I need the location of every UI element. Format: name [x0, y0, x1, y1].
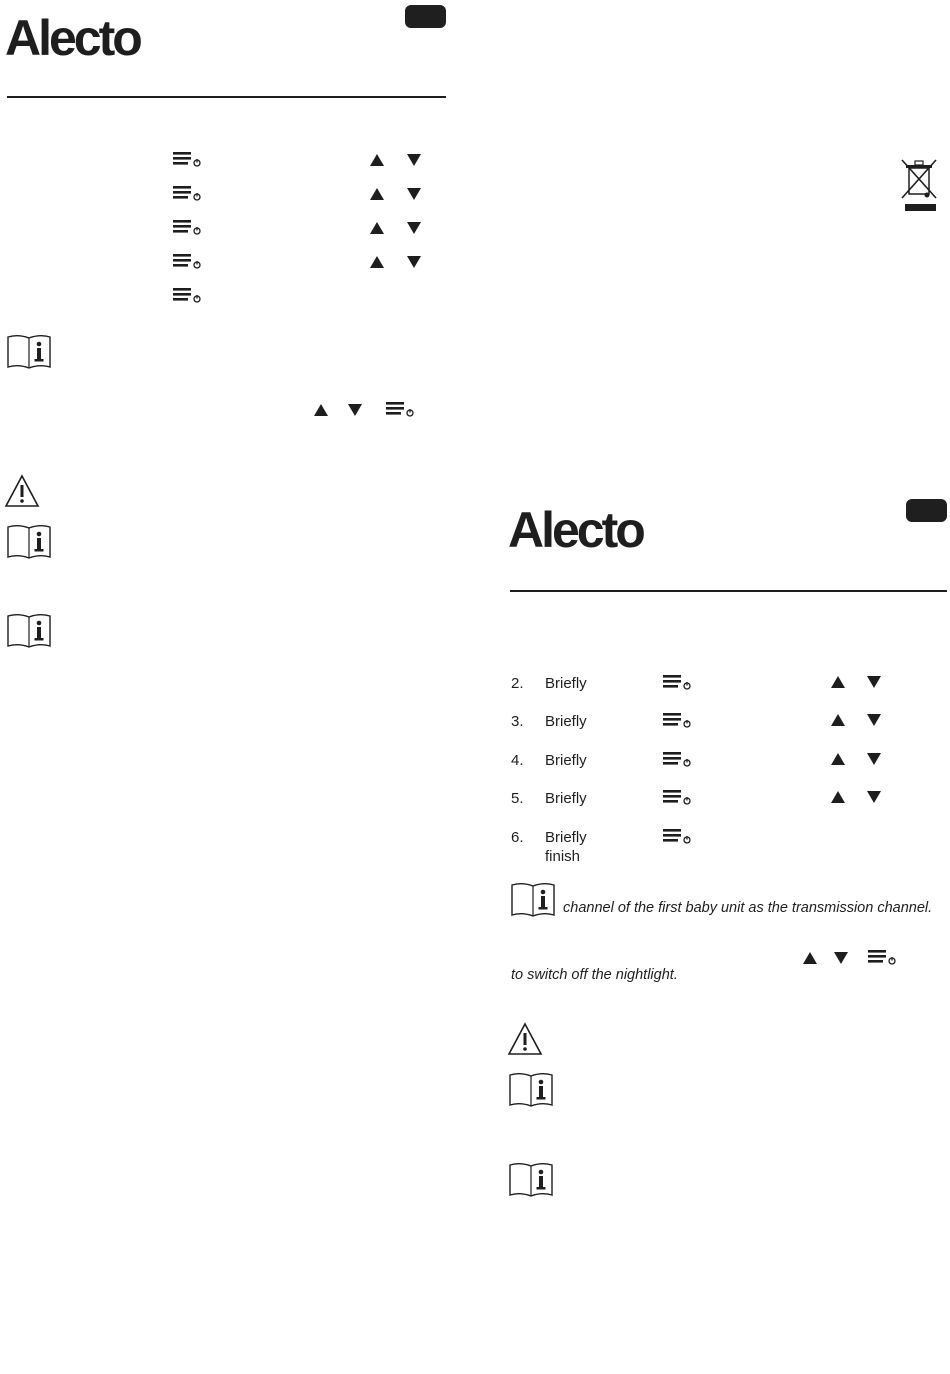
triangle-down-icon	[407, 256, 421, 268]
triangle-down-icon	[348, 404, 362, 416]
triangle-down-icon	[834, 952, 848, 964]
triangle-up-icon	[370, 188, 384, 200]
note-nightlight-text: to switch off the nightlight.	[511, 967, 678, 983]
menu-power-icon	[173, 254, 203, 270]
info-book-icon	[508, 1162, 554, 1198]
menu-power-icon	[173, 288, 203, 304]
triangle-up-icon	[370, 222, 384, 234]
triangle-up-icon	[831, 714, 845, 726]
menu-power-icon	[173, 186, 203, 202]
note-channel-text: channel of the first baby unit as the transmission channel.	[563, 900, 933, 916]
header-divider	[510, 590, 947, 592]
triangle-up-icon	[831, 791, 845, 803]
triangle-up-icon	[831, 676, 845, 688]
step-text: Briefly	[545, 752, 587, 769]
language-badge	[906, 499, 947, 522]
step-text: Briefly	[545, 713, 587, 730]
triangle-down-icon	[867, 676, 881, 688]
menu-power-icon	[386, 402, 416, 418]
step-number: 6.	[511, 829, 524, 846]
triangle-down-icon	[407, 222, 421, 234]
step-text: Briefly	[545, 675, 587, 692]
info-book-icon	[6, 334, 52, 370]
crossed-bin-icon	[900, 158, 940, 214]
warning-triangle-icon	[4, 474, 40, 508]
triangle-up-icon	[831, 753, 845, 765]
info-book-icon	[508, 1072, 554, 1108]
header-divider	[7, 96, 446, 98]
warning-triangle-icon	[507, 1022, 543, 1056]
step-number: 3.	[511, 713, 524, 730]
brand-logo: Alecto	[5, 10, 140, 66]
menu-power-icon	[663, 829, 693, 845]
triangle-down-icon	[867, 753, 881, 765]
triangle-up-icon	[370, 256, 384, 268]
step-text-continued: finish	[545, 848, 581, 865]
menu-power-icon	[868, 950, 898, 966]
triangle-down-icon	[867, 791, 881, 803]
brand-logo: Alecto	[508, 502, 643, 558]
info-book-icon	[6, 524, 52, 560]
step-text: Briefly	[545, 790, 587, 807]
menu-power-icon	[663, 752, 693, 768]
step-text: Briefly	[545, 829, 587, 846]
triangle-up-icon	[314, 404, 328, 416]
info-book-icon	[510, 882, 556, 918]
menu-power-icon	[173, 220, 203, 236]
step-number: 2.	[511, 675, 524, 692]
menu-power-icon	[173, 152, 203, 168]
triangle-down-icon	[407, 154, 421, 166]
step-number: 4.	[511, 752, 524, 769]
menu-power-icon	[663, 713, 693, 729]
menu-power-icon	[663, 790, 693, 806]
triangle-down-icon	[867, 714, 881, 726]
triangle-down-icon	[407, 188, 421, 200]
info-book-icon	[6, 613, 52, 649]
triangle-up-icon	[370, 154, 384, 166]
menu-power-icon	[663, 675, 693, 691]
step-number: 5.	[511, 790, 524, 807]
triangle-up-icon	[803, 952, 817, 964]
language-badge	[405, 5, 446, 28]
